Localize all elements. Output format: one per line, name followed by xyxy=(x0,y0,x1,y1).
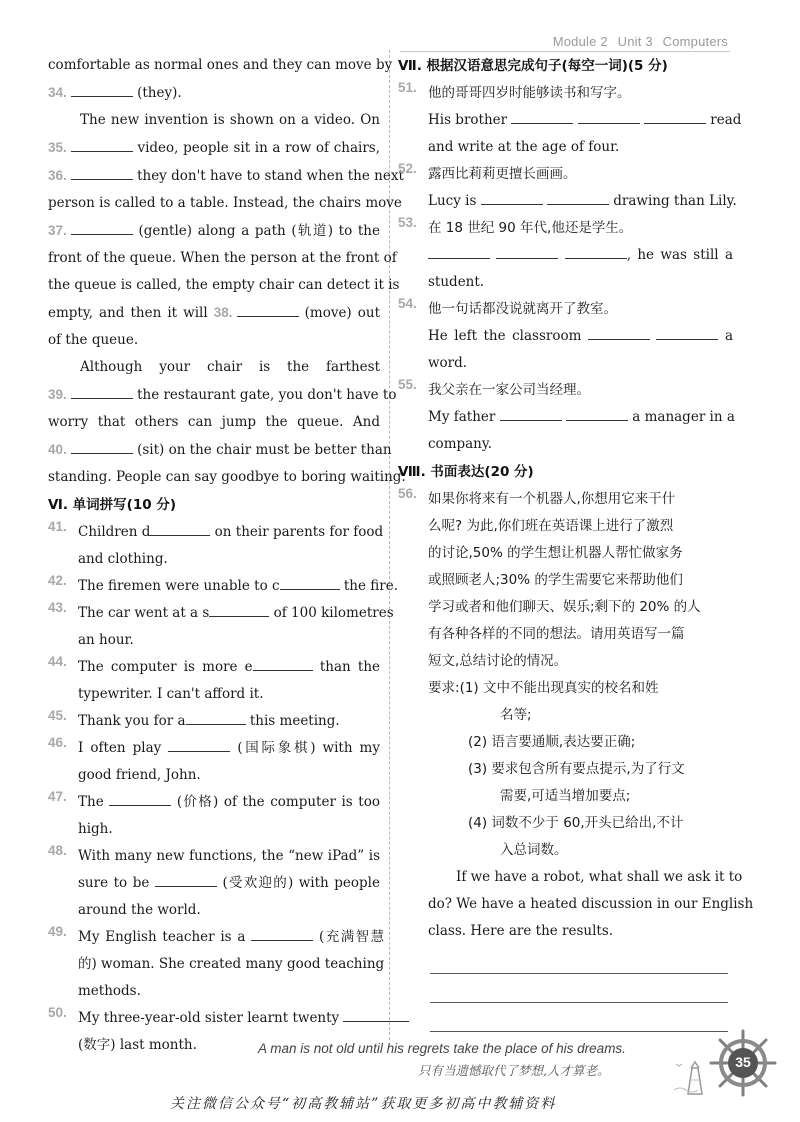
question-41: 41. Children d on their parents for food and clothing. xyxy=(48,519,384,567)
section-8-title: Ⅷ. 书面表达(20 分) xyxy=(398,464,534,480)
question-49: 49. My English teacher is a (充满智慧 的) woman. She created many good teaching methods. xyxy=(48,924,385,999)
passage-line: The new invention is shown on a video. On xyxy=(80,112,380,128)
answer-blank[interactable] xyxy=(109,791,171,806)
section-6-title: Ⅵ. 单词拼写(10 分) xyxy=(48,497,176,513)
page-header xyxy=(547,34,728,49)
module-label: Module 2 xyxy=(552,34,608,49)
answer-blank[interactable] xyxy=(71,82,133,97)
answer-blank[interactable] xyxy=(186,710,246,725)
question-54: 54. 他一句话都没说就离开了教室。 He left the classroom a word. xyxy=(398,296,734,371)
answer-blank[interactable] xyxy=(656,325,718,340)
answer-blank[interactable] xyxy=(71,439,133,454)
answer-blank[interactable] xyxy=(71,137,133,152)
passage-line: front of the queue. When the person at the front of xyxy=(48,250,397,266)
question-48: 48. With many new functions, the “new iPad” is sure to be (受欢迎的) with people around the world. xyxy=(48,843,380,918)
left-column xyxy=(48,52,406,1059)
passage-line: of the queue. xyxy=(48,332,139,348)
question-39: 39. the restaurant gate, you don't have to xyxy=(48,381,380,409)
passage-line: Although your chair is the farthest xyxy=(80,359,380,375)
page-number: 35 xyxy=(735,1054,751,1070)
question-52: 52. 露西比莉莉更擅长画画。 Lucy is drawing than Lily. xyxy=(398,161,737,209)
answer-blank[interactable] xyxy=(150,521,210,536)
answer-blank[interactable] xyxy=(547,190,609,205)
answer-blank[interactable] xyxy=(71,220,133,235)
answer-blank[interactable] xyxy=(500,406,562,421)
answer-blank[interactable] xyxy=(511,109,573,124)
question-55: 55. 我父亲在一家公司当经理。 My father a manager in a company. xyxy=(398,377,735,452)
question-50: 50. My three-year-old sister learnt twenty (数字) last month. xyxy=(48,1005,380,1059)
question-34: 34. (they). xyxy=(48,79,380,107)
answer-blank[interactable] xyxy=(71,165,133,180)
answer-blank[interactable] xyxy=(565,244,627,259)
writing-line[interactable] xyxy=(430,1002,728,1003)
answer-blank[interactable] xyxy=(644,109,706,124)
essay-start-line: class. Here are the results. xyxy=(428,923,614,939)
answer-blank[interactable] xyxy=(168,737,230,752)
passage-line: person is called to a table. Instead, the chairs move xyxy=(48,195,402,211)
answer-blank[interactable] xyxy=(237,302,299,317)
passage-line: worry that others can jump the queue. And xyxy=(48,414,380,430)
writing-line[interactable] xyxy=(430,973,728,974)
question-35: 35. video, people sit in a row of chairs, xyxy=(48,134,380,162)
section-7-title: Ⅶ. 根据汉语意思完成句子(每空一词)(5 分) xyxy=(398,58,668,74)
answer-blank[interactable] xyxy=(588,325,650,340)
footer-quote: A man is not old until his regrets take the place of his dreams. xyxy=(258,1041,626,1056)
essay-start-line: do? We have a heated discussion in our English xyxy=(428,896,754,912)
passage-line: standing. People can say goodbye to boring waiting. xyxy=(48,469,406,485)
answer-blank[interactable] xyxy=(251,926,313,941)
passage-line: comfortable as normal ones and they can move by xyxy=(48,57,393,73)
question-36: 36. they don't have to stand when the next xyxy=(48,162,380,190)
question-56: 56. 如果你将来有一个机器人,你想用它来干什 么呢? 为此,你们班在英语课上进行了激烈 的讨论,50% 的学生想让机器人帮忙做家务 或照顾老人;30% 的学生需要它来帮助他们 学习或者和他们聊天、娱乐;剩下的 20% 的人 有各种各样的不同的想法。请用英语写一篇 短文,总结讨论的情况。 要求:(1) 文中不能出现真实的校名和姓 名等; (2) 语言要通顺,表达要正确; (3) 要求包含所有要点提示,为了行文 需要,可适当增加要点; (4) 词数不少于 60,开头已给出,不计 入总词数。 xyxy=(398,486,701,858)
right-column xyxy=(398,52,754,1032)
footer-note: 关注微信公众号“初高教辅站”获取更多初高中教辅资料 xyxy=(170,1096,557,1112)
question-43: 43. The car went at a s of 100 kilometres an hour. xyxy=(48,600,394,648)
unit-label: Unit 3 xyxy=(617,34,653,49)
question-46: 46. I often play (国际象棋) with my good friend, John. xyxy=(48,735,380,783)
question-45: 45. Thank you for a this meeting. xyxy=(48,708,340,729)
question-47: 47. The (价格) of the computer is too high. xyxy=(48,789,380,837)
question-44: 44. The computer is more e than the typewriter. I can't afford it. xyxy=(48,654,381,702)
answer-blank[interactable] xyxy=(428,244,490,259)
answer-blank[interactable] xyxy=(155,872,217,887)
question-51: 51. 他的哥哥四岁时能够读书和写字。 His brother read and write at the age of four. xyxy=(398,80,742,155)
question-40: 40. (sit) on the chair must be better than xyxy=(48,436,380,464)
topic-label: Computers xyxy=(662,34,728,49)
answer-blank[interactable] xyxy=(280,575,340,590)
question-42: 42. The firemen were unable to c the fire. xyxy=(48,573,399,594)
question-38: empty, and then it will 38. (move) out xyxy=(48,299,380,327)
answer-blank[interactable] xyxy=(496,244,558,259)
answer-blank[interactable] xyxy=(566,406,628,421)
answer-blank[interactable] xyxy=(71,384,133,399)
essay-start-line: If we have a robot, what shall we ask it to xyxy=(456,869,743,885)
answer-blank[interactable] xyxy=(253,656,313,671)
answer-blank[interactable] xyxy=(209,602,269,617)
question-37: 37. (gentle) along a path (轨道) to the xyxy=(48,217,380,245)
footer-quote-cn: 只有当遗憾取代了梦想,人才算老。 xyxy=(418,1063,610,1078)
answer-blank[interactable] xyxy=(481,190,543,205)
requirements-label: 要求: xyxy=(428,680,460,696)
passage-line: the queue is called, the empty chair can detect it is xyxy=(48,277,400,293)
question-53: 53. 在 18 世纪 90 年代,他还是学生。 , he was still a student. xyxy=(398,215,733,290)
answer-blank[interactable] xyxy=(578,109,640,124)
writing-line[interactable] xyxy=(430,1031,728,1032)
